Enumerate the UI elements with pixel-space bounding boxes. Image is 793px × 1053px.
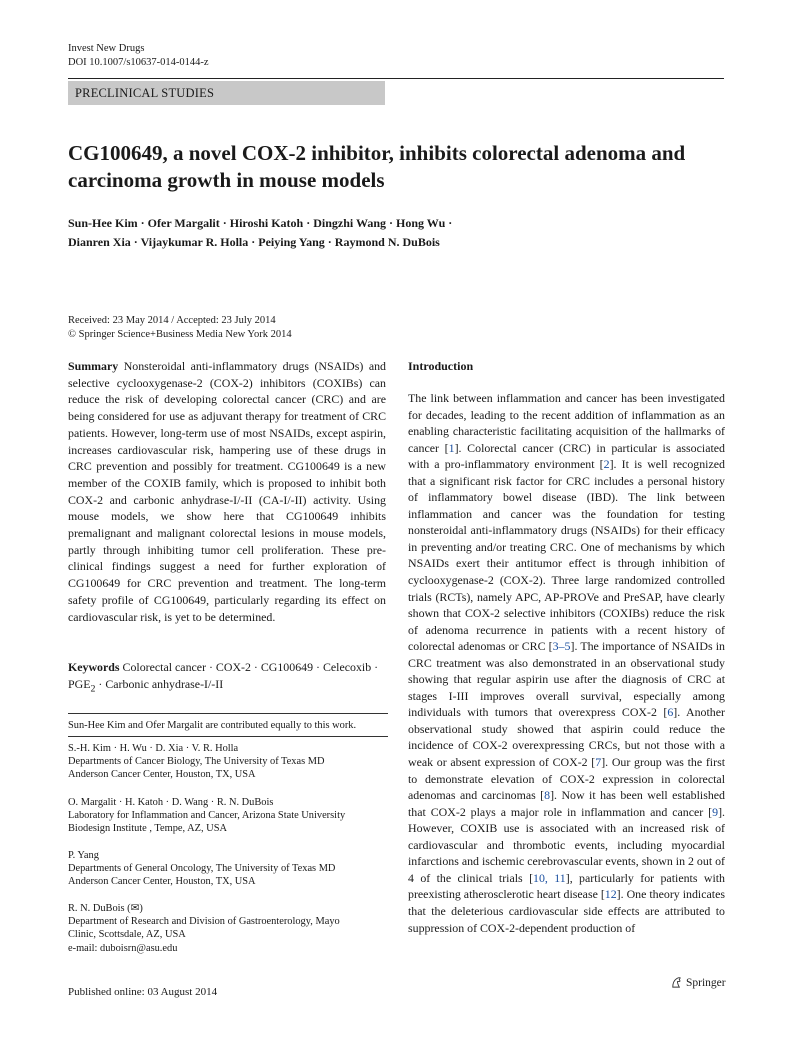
citation-link[interactable]: 3–5 xyxy=(552,639,571,654)
intro-text: ]. The importance of NSAIDs in CRC treatment was also demonstrated in an observational study showing that regular aspirin use after the diagnosis of CRC at stages I-III improves overall survival, especially among individuals with tumors that overexpress COX-2 [ xyxy=(408,639,725,720)
affiliation-4 xyxy=(68,902,388,955)
received-accepted: Received: 23 May 2014 / Accepted: 23 July 2014 xyxy=(68,315,276,326)
affiliation-names: S.-H. Kim · H. Wu · D. Xia · V. R. Holla xyxy=(68,743,239,754)
affiliation-email[interactable]: e-mail: duboisrn@asu.edu xyxy=(68,942,178,954)
affiliation-line: Clinic, Scottsdale, AZ, USA xyxy=(68,929,186,941)
intro-text: The link between inflammation and cancer has been investigated for decades, leading to the recent addition of inflammation as an enabling characteristic facilitating acquisition of the hallmarks of cancer [ xyxy=(408,391,725,455)
publisher-name: Springer xyxy=(686,976,726,989)
summary-text: Nonsteroidal anti-inflammatory drugs (NSAIDs) and selective cyclooxygenase-2 (COX-2) inhibitors (COXIBs) can reduce the risk of developing colorectal cancer (CRC) and are being considered for use as adjuvant therapy for treatment of CRC patients. However, long-term use of most NSAIDs, except aspirin, increases cardiovascular risk, hampering use of these drugs in CRC prevention and possibly for treatment. CG100649 is a new member of the COXIB family, which is proposed to inhibit both COX-2 and carbonic anhydrase-I/-II (CA-I/-II) activity. Using mouse models, we show here that CG100649 inhibits premalignant and malignant colorectal lesions in mouse models, partly through inhibiting tumor cell proliferation. These pre-clinical findings suggest a need for further exploration of CG100649 for CRC prevention and treatment. The long-term safety profile of CG100649, particularly regarding its effect on cardiovascular risk, is yet to be determined. xyxy=(68,359,386,624)
article-title: CG100649, a novel COX-2 inhibitor, inhibits colorectal adenoma and carcinoma growth in mouse models xyxy=(68,141,686,192)
affiliation-line: Anderson Cancer Center, Houston, TX, USA xyxy=(68,876,256,888)
affiliation-1 xyxy=(68,742,388,782)
publisher-mark xyxy=(670,976,726,989)
affiliation-line: Departments of Cancer Biology, The University of Texas MD xyxy=(68,756,325,768)
citation-link[interactable]: 10, 11 xyxy=(533,870,566,885)
journal-header xyxy=(68,42,209,70)
springer-horse-icon xyxy=(670,976,683,989)
introduction-body xyxy=(408,390,725,936)
keywords-block xyxy=(68,659,386,698)
intro-text: ]. It is well recognized that a significant risk factor for CRC includes a personal history of inflammatory bowel disease (IBD). The link between inflammation and cancer was the foundation for testing nonsteroidal anti-inflammatory drugs (NSAIDs) for their efficacy in preventing and/or treating CRC. One of mechanisms by which NSAIDs exert their antitumor effect is through inhibition of cyclooxygenase-2 (COX-2). Three large randomized controlled trials (RCTs), namely APC, AP-PROVe and PreSAP, have clearly shown that COX-2 selective inhibitors (COXIBs) reduce the risk of adenoma recurrence in patients with a recent history of colorectal adenomas or CRC [ xyxy=(408,457,725,654)
intro-text: ]. One theory indicates that the deleterious cardiovascular side effects are attributed to suppression of COX-2-dependent production of xyxy=(408,887,725,935)
article-dates xyxy=(68,314,292,341)
intro-text: ]. Colorectal cancer (CRC) in particular is associated with a pro-inflammatory environment [ xyxy=(408,440,725,472)
footnote-rule-bottom xyxy=(68,736,388,737)
intro-text: ]. However, COXIB use is associated with an increased risk of cardiovascular and thrombotic events, including myocardial infarctions and ischemic cerebrovascular events, shown in 2 out of 4 of the clinical trials [ xyxy=(408,804,725,885)
footnote-rule-top xyxy=(68,713,388,714)
citation-link[interactable]: 12 xyxy=(604,887,617,902)
intro-text: ]. Our group was the first to demonstrate elevation of COX-2 expression in colorectal adenomas and carcinomas [ xyxy=(408,755,725,803)
header-rule xyxy=(68,78,724,79)
section-label: PRECLINICAL STUDIES xyxy=(68,81,385,105)
affiliation-2 xyxy=(68,796,388,836)
citation-link[interactable]: 1 xyxy=(448,440,455,455)
keywords-text-b: · Carbonic anhydrase-I/-II xyxy=(95,676,224,691)
journal-name: Invest New Drugs xyxy=(68,43,145,54)
summary-label: Summary xyxy=(68,359,119,373)
affiliation-names: R. N. DuBois (✉) xyxy=(68,903,143,914)
citation-link[interactable]: 8 xyxy=(544,788,551,803)
intro-text: ]. Now it has been well established that COX-2 plays a major role in inflammation and cancer [ xyxy=(408,788,725,819)
affiliation-line: Department of Research and Division of Gastroenterology, Mayo xyxy=(68,916,340,928)
author-list xyxy=(68,214,628,252)
affiliation-names: O. Margalit · H. Katoh · D. Wang · R. N. DuBois xyxy=(68,797,274,808)
affiliation-3 xyxy=(68,849,388,889)
citation-link[interactable]: 7 xyxy=(595,755,602,770)
copyright-line: © Springer Science+Business Media New York 2014 xyxy=(68,328,292,340)
intro-text: ]. Another observational study showed that aspirin could reduce the incidence of COX-2 overexpressing CRCs, but not those with a weak or absent expression of COX-2 [ xyxy=(408,705,725,770)
summary-block xyxy=(68,358,386,625)
citation-link[interactable]: 2 xyxy=(603,457,610,472)
journal-doi[interactable]: DOI 10.1007/s10637-014-0144-z xyxy=(68,57,209,68)
affiliation-line: Laboratory for Inflammation and Cancer, Arizona State University xyxy=(68,810,346,822)
affiliation-names: P. Yang xyxy=(68,850,99,861)
affiliation-line: Anderson Cancer Center, Houston, TX, USA xyxy=(68,769,256,781)
citation-link[interactable]: 9 xyxy=(712,804,719,819)
keywords-subscript: 2 xyxy=(90,683,96,695)
author-line-1: Sun-Hee Kim · Ofer Margalit · Hiroshi Katoh · Dingzhi Wang · Hong Wu · xyxy=(68,216,453,230)
equal-contribution-note: Sun-Hee Kim and Ofer Margalit are contributed equally to this work. xyxy=(68,720,357,731)
intro-text: ], particularly for patients with preexisting atherosclerotic heart disease [ xyxy=(408,870,725,902)
affiliation-line: Departments of General Oncology, The University of Texas MD xyxy=(68,863,336,875)
published-online: Published online: 03 August 2014 xyxy=(68,986,218,998)
introduction-heading: Introduction xyxy=(408,359,474,373)
affiliation-line: Biodesign Institute , Tempe, AZ, USA xyxy=(68,823,227,835)
author-line-2: Dianren Xia · Vijaykumar R. Holla · Peiying Yang · Raymond N. DuBois xyxy=(68,235,440,249)
keywords-label: Keywords xyxy=(68,660,120,674)
citation-link[interactable]: 6 xyxy=(667,705,674,720)
keywords-text-a: Colorectal cancer · COX-2 · CG100649 · Celecoxib · PGE xyxy=(68,660,379,691)
